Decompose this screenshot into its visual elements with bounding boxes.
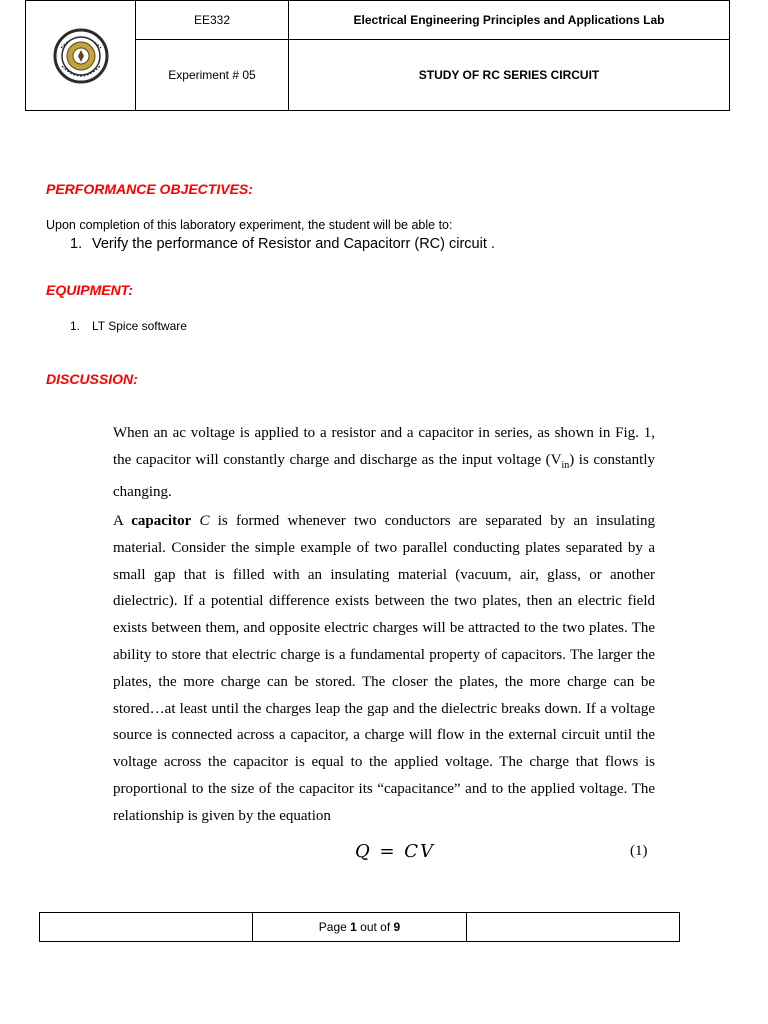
objectives-intro: Upon completion of this laboratory experiment, the student will be able to:: [46, 218, 453, 232]
italic-symbol: C: [199, 513, 210, 529]
experiment-number: Experiment # 05: [136, 40, 289, 111]
equipment-list: [70, 319, 187, 333]
paragraph-text: A: [113, 513, 132, 529]
footer-right-cell: [466, 913, 679, 942]
logo-cell: [26, 1, 136, 111]
lab-title: Electrical Engineering Principles and Applications Lab: [289, 1, 730, 40]
page-label: Page: [318, 920, 351, 934]
equation-number: (1): [630, 843, 648, 859]
equipment-heading: EQUIPMENT:: [46, 282, 133, 298]
discussion-paragraph-2: [113, 508, 655, 830]
subscript-text: in: [561, 460, 570, 471]
objectives-heading: PERFORMANCE OBJECTIVES:: [46, 181, 253, 197]
page-current: 1: [350, 920, 357, 934]
paragraph-text: ) is constantly changing.: [113, 452, 656, 500]
page-indicator: [253, 913, 466, 942]
list-item: Verify the performance of Resistor and Capacitorr (RC) circuit .: [92, 236, 495, 252]
course-code: EE332: [136, 1, 289, 40]
list-item-number: 1.: [70, 319, 81, 333]
page-total: 9: [393, 920, 401, 934]
header-table: [25, 0, 730, 111]
paragraph-text: When an ac voltage is applied to a resistor and a capacitor in series, as shown in Fig. 1, the capacitor will constantly charge and discharge as the input voltage (V: [113, 425, 655, 468]
discussion-heading: DISCUSSION:: [46, 371, 138, 387]
list-item-number: 1.: [70, 236, 83, 252]
bold-term: capacitor: [131, 513, 192, 529]
objectives-list: [70, 236, 495, 252]
footer-left-cell: [40, 913, 253, 942]
list-item: LT Spice software: [92, 319, 187, 333]
experiment-title: STUDY OF RC SERIES CIRCUIT: [289, 40, 730, 111]
college-seal-icon: [53, 28, 109, 84]
page-label: out of: [356, 920, 394, 934]
equation: Q = CV: [355, 841, 436, 862]
discussion-paragraph-1: [113, 420, 655, 506]
footer-table: [39, 912, 680, 942]
paragraph-text: is formed whenever two conductors are separated by an insulating material. Consider the simple example of two parallel conducting plates separated by a small gap that is filled with an insulating material (vacuum, air, glass, or another dielectric). If a potential difference exists between the two plates, then an electric field exists between them, and opposite electric charges will be attracted to the two plates. The ability to store that electric charge is a fundamental property of capacitors. The larger the plates, the more charge can be stored. The closer the plates, the more charge can be stored…at least until the charges leap the gap and the dielectric breaks down. If a voltage source is connected across a capacitor, a charge will flow in the external circuit until the voltage across the capacitor is equal to the applied voltage. The charge that flows is proportional to the size of the capacitor its “capacitance” and to the applied voltage. The relationship is given by the equation: [113, 513, 656, 824]
